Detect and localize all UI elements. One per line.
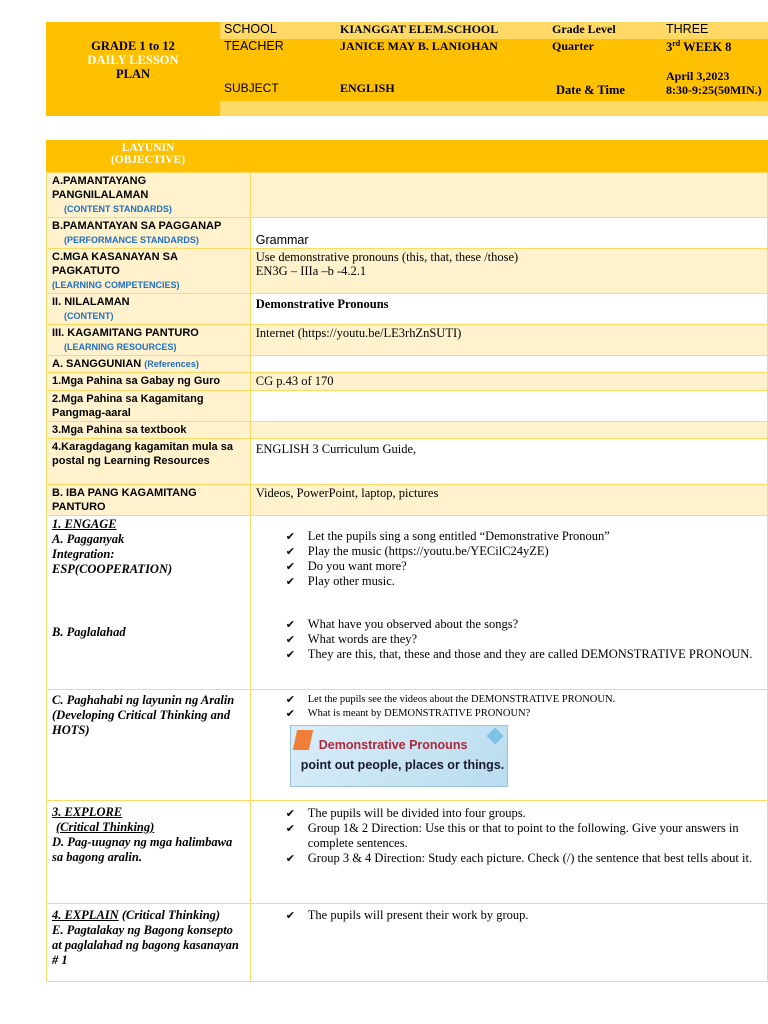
list-item: ✔ What is meant by DEMONSTRATIVE PRONOUN? xyxy=(285,707,531,720)
check-icon: ✔ xyxy=(285,909,295,922)
perf-std-value: Grammar xyxy=(250,218,767,249)
check-icon: ✔ xyxy=(285,618,295,631)
list-item: ✔ Let the pupils sing a song entitled “Demonstrative Pronoun” xyxy=(285,529,610,543)
school-label: SCHOOL xyxy=(220,22,336,39)
date-label: Date & Time xyxy=(556,83,625,97)
check-icon: ✔ xyxy=(285,575,295,588)
list-item: ✔ Group 3 & 4 Direction: Study each picture. Check (/) the sentence that best tells about it. xyxy=(285,851,753,865)
check-icon: ✔ xyxy=(285,648,295,661)
check-icon: ✔ xyxy=(285,807,295,820)
date-value: April 3,2023 8:30-9:25(50MIN.) xyxy=(666,69,762,97)
lesson-table xyxy=(46,172,768,982)
title-block xyxy=(46,22,220,116)
quarter-label: Quarter xyxy=(552,39,594,53)
resources-value: Internet (https://youtu.be/LE3rhZnSUTI) xyxy=(250,325,767,356)
banner-shape-icon xyxy=(293,730,313,750)
list-item: ✔ The pupils will present their work by group. xyxy=(285,908,529,922)
check-icon: ✔ xyxy=(285,633,295,646)
list-item: ✔ What words are they? xyxy=(285,632,418,646)
additional-value: ENGLISH 3 Curriculum Guide, xyxy=(250,439,767,485)
other-value: Videos, PowerPoint, laptop, pictures xyxy=(250,485,767,516)
subject-label: SUBJECT xyxy=(224,81,279,95)
grade-value: THREE xyxy=(662,22,768,39)
table-row: 1.Mga Pahina sa Gabay ng Guro CG p.43 of 170 xyxy=(47,373,768,391)
table-row: A. SANGGUNIAN (References) xyxy=(47,356,768,373)
explore-row: 3. EXPLORE (Critical Thinking) D. Pag-uugnay ng mga halimbawa sa bagong aralin. ✔ The pupils will be divided into four groups. ✔ Group 1& 2 Direction: Use this or that to point to the following. Give your answers in complete sentences. ✔ Group 3 & 4 Direction: Study each picture. Check (/) the sentence that best tells about it. xyxy=(47,801,768,904)
content-value: Demonstrative Pronouns xyxy=(250,294,767,325)
guide-pages-value: CG p.43 of 170 xyxy=(250,373,767,391)
title-line-3: PLAN xyxy=(115,67,151,81)
school-value: KIANGGAT ELEM.SCHOOL xyxy=(336,22,548,39)
engage-list xyxy=(256,529,762,589)
competency-code: EN3G – IIIa –b -4.2.1 xyxy=(255,264,367,278)
paghahabi-row: C. Paghahabi ng layunin ng Aralin (Developing Critical Thinking and HOTS) ✔ Let the pupils see the videos about the DEMONSTRATIVE PRONOUN. ✔ What is meant by DEMONSTRATIVE PRONOUN? Demonstrative Pronouns point out people, places or things. xyxy=(47,690,768,801)
list-item: ✔ Do you want more? xyxy=(285,559,407,573)
banner-accent-icon xyxy=(486,728,503,745)
table-row: A.PAMANTAYANG PANGNILALAMAN (CONTENT STANDARDS) xyxy=(47,173,768,218)
check-icon: ✔ xyxy=(285,707,295,720)
header-info xyxy=(220,22,768,116)
table-row: 2.Mga Pahina sa Kagamitang Pangmag-aaral xyxy=(47,391,768,422)
objective-header xyxy=(46,140,768,172)
quarter-value: 3rd WEEK 8 xyxy=(666,39,732,55)
banner-title: Demonstrative Pronouns xyxy=(318,738,468,752)
grade-label: Grade Level xyxy=(548,22,662,39)
list-item: ✔ They are this, that, these and those and they are called DEMONSTRATIVE PRONOUN. xyxy=(285,647,753,661)
check-icon: ✔ xyxy=(285,560,295,573)
table-row: C.MGA KASANAYAN SA PAGKATUTO (LEARNING COMPETENCIES) Use demonstrative pronouns (this, that, these /those) EN3G – IIIa –b -4.2.1 xyxy=(47,249,768,294)
check-icon: ✔ xyxy=(285,822,295,835)
teacher-value: JANICE MAY B. LANIOHAN xyxy=(340,39,498,53)
banner-text: point out people, places or things. xyxy=(300,758,505,772)
list-item: ✔ Let the pupils see the videos about the DEMONSTRATIVE PRONOUN. xyxy=(285,693,616,706)
teacher-label: TEACHER xyxy=(224,39,284,53)
explain-row: 4. EXPLAIN (Critical Thinking) E. Pagtalakay ng Bagong konsepto at paglalahad ng bagong kasanayan # 1 ✔ The pupils will present their work by group. xyxy=(47,904,768,982)
header-block xyxy=(46,22,768,116)
table-row: III. KAGAMITANG PANTURO (LEARNING RESOURCES) Internet (https://youtu.be/LE3rhZnSUTI) xyxy=(47,325,768,356)
demonstrative-banner xyxy=(290,725,508,787)
objective-line-2: (OBJECTIVE) xyxy=(110,154,186,166)
explain-title: 4. EXPLAIN (Critical Thinking) xyxy=(52,908,221,922)
explore-title: 3. EXPLORE xyxy=(52,805,123,819)
list-item: ✔ Play the music (https://youtu.be/YECilC24yZE) xyxy=(285,544,549,558)
objective-line-1: LAYUNIN xyxy=(121,142,175,154)
explain-list xyxy=(256,908,762,923)
engage-row: 1. ENGAGE A. Pagganyak Integration: ESP(COOPERATION) B. Paglalahad ✔ Let the pupils sing a song entitled “Demonstrative Pronoun” ✔ Play the music (https://youtu.be/YECilC24yZE) ✔ Do you want more? ✔ Play other music. ✔ What have you observed about the songs? ✔ What words are they? ✔ They are this, that, these and those and they are called DEMONSTRATIVE PRONOUN. xyxy=(47,516,768,690)
title-line-2: DAILY LESSON xyxy=(87,53,179,67)
check-icon: ✔ xyxy=(285,545,295,558)
table-row: B. IBA PANG KAGAMITANG PANTURO Videos, PowerPoint, laptop, pictures xyxy=(47,485,768,516)
table-row: 4.Karagdagang kagamitan mula sa postal ng Learning Resources ENGLISH 3 Curriculum Guide, xyxy=(47,439,768,485)
paglalahad-list xyxy=(256,617,762,662)
explore-list xyxy=(256,806,762,866)
check-icon: ✔ xyxy=(285,693,295,706)
list-item: ✔ Group 1& 2 Direction: Use this or that to point to the following. Give your answers in complete sentences. xyxy=(285,821,739,850)
check-icon: ✔ xyxy=(285,530,295,543)
engage-title: 1. ENGAGE xyxy=(52,517,117,531)
subject-value: ENGLISH xyxy=(340,81,395,95)
check-icon: ✔ xyxy=(285,852,295,865)
list-item: ✔ The pupils will be divided into four groups. xyxy=(285,806,526,820)
list-item: ✔ Play other music. xyxy=(285,574,395,588)
paglalahad-label: B. Paglalahad xyxy=(52,625,126,639)
table-row: B.PAMANTAYAN SA PAGGANAP (PERFORMANCE STANDARDS) Grammar xyxy=(47,218,768,249)
title-line-1: GRADE 1 to 12 xyxy=(91,39,175,53)
paghahabi-list xyxy=(256,693,762,721)
table-row: II. NILALAMAN (CONTENT) Demonstrative Pronouns xyxy=(47,294,768,325)
table-row: 3.Mga Pahina sa textbook xyxy=(47,422,768,439)
competency-text: Use demonstrative pronouns (this, that, these /those) xyxy=(255,250,519,264)
list-item: ✔ What have you observed about the songs? xyxy=(285,617,519,631)
